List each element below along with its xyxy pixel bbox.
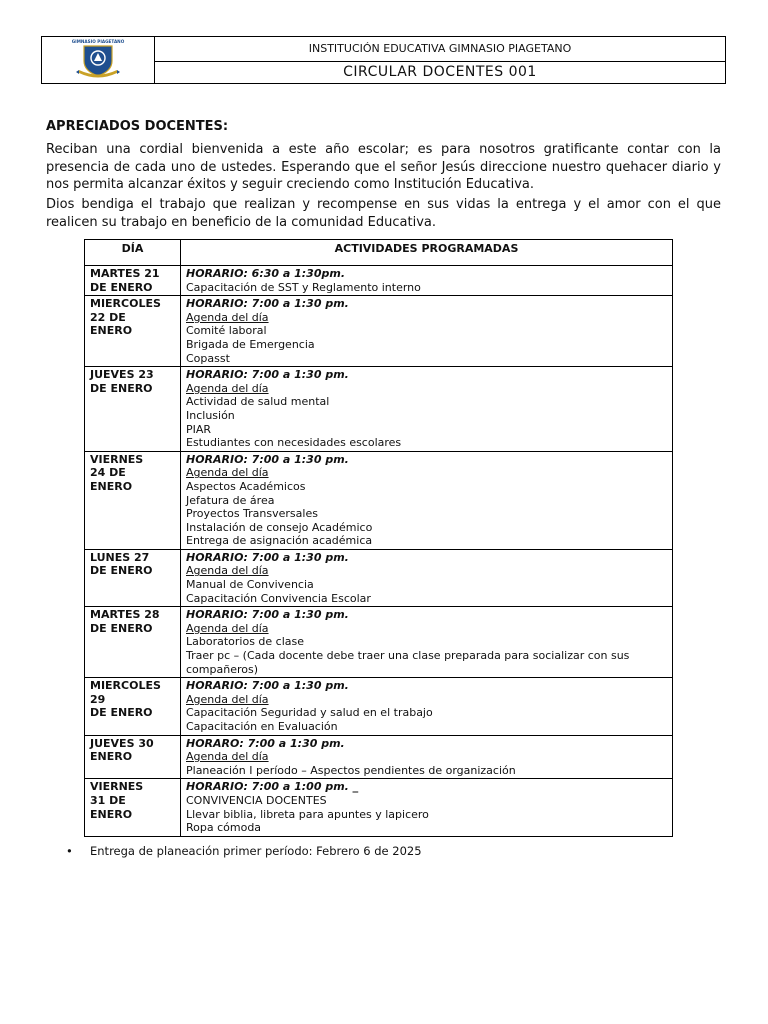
day-label: VIERNES: [90, 452, 144, 466]
agenda-label: Agenda del día: [186, 692, 269, 706]
activity-item: Comité laboral: [186, 324, 267, 338]
table-row: [85, 549, 673, 606]
activity-item: Inclusión: [186, 408, 235, 422]
logo-cell: [42, 37, 155, 84]
footer-bullet: [66, 844, 422, 858]
day-cell: [85, 549, 181, 606]
schedule-time: HORARIO: 7:00 a 1:30 pm.: [186, 368, 349, 382]
table-row: [85, 451, 673, 549]
footer-bullet-text: Entrega de planeación primer período: Febrero 6 de 2025: [90, 844, 422, 858]
activity-item: Entrega de asignación académica: [186, 534, 373, 548]
activities-cell: [181, 678, 673, 735]
day-cell: [85, 607, 181, 678]
agenda-label: Agenda del día: [186, 466, 269, 480]
day-label: MARTES 28: [90, 608, 160, 622]
table-row: [85, 266, 673, 296]
activity-item: Actividad de salud mental: [186, 395, 330, 409]
day-label: ENERO: [90, 807, 133, 821]
column-header-activities: ACTIVIDADES PROGRAMADAS: [181, 240, 673, 266]
day-cell: [85, 367, 181, 452]
activity-item: PIAR: [186, 422, 212, 436]
activity-item: Capacitación de SST y Reglamento interno: [186, 280, 421, 294]
activities-cell: [181, 549, 673, 606]
day-label: ENERO: [90, 479, 133, 493]
schedule-time: HORARIO: 7:00 a 1:30 pm.: [186, 679, 349, 693]
bullet-icon: •: [66, 844, 73, 858]
agenda-label: Agenda del día: [186, 310, 269, 324]
agenda-label: Agenda del día: [186, 564, 269, 578]
day-cell: [85, 296, 181, 367]
activity-item: Aspectos Académicos: [186, 479, 306, 493]
day-label: LUNES 27: [90, 550, 150, 564]
activities-cell: [181, 451, 673, 549]
schedule-table: [84, 239, 673, 837]
agenda-label: Agenda del día: [186, 381, 269, 395]
day-label: 22 DE: [90, 310, 126, 324]
activity-item: Capacitación Seguridad y salud en el trabajo: [186, 706, 433, 720]
table-row: [85, 779, 673, 836]
activities-cell: [181, 607, 673, 678]
day-label: MIERCOLES: [90, 679, 161, 693]
schedule-time: HORARIO: 6:30 a 1:30pm.: [186, 267, 346, 280]
activity-item: CONVIVENCIA DOCENTES: [186, 793, 327, 807]
day-cell: [85, 779, 181, 836]
activity-item: Instalación de consejo Académico: [186, 520, 373, 534]
day-label: 31 DE: [90, 793, 126, 807]
schedule-time: HORARIO: 7:00 a 1:00 pm. _: [186, 780, 359, 794]
activity-item: Copasst: [186, 351, 230, 365]
day-label: DE ENERO: [90, 706, 153, 720]
blessing-paragraph: Dios bendiga el trabajo que realizan y recompense en sus vidas la entrega y el amor con el que realicen su trabajo en beneficio de la comunidad Educativa.: [46, 197, 721, 230]
school-crest-icon: [71, 37, 125, 79]
salutation: APRECIADOS DOCENTES:: [46, 119, 229, 134]
activities-cell: [181, 735, 673, 779]
activity-item: Capacitación en Evaluación: [186, 720, 338, 733]
activity-item: Brigada de Emergencia: [186, 337, 315, 351]
activities-cell: [181, 266, 673, 296]
logo-text: GIMNASIO PIAGETANO: [71, 39, 125, 44]
day-cell: [85, 266, 181, 296]
day-label: DE ENERO: [90, 564, 153, 578]
table-row: [85, 367, 673, 452]
activity-item: Ropa cómoda: [186, 821, 262, 835]
agenda-label: Agenda del día: [186, 621, 269, 635]
activities-cell: [181, 779, 673, 836]
activity-item: Estudiantes con necesidades escolares: [186, 436, 402, 450]
table-row: [85, 607, 673, 678]
schedule-time: HORARIO: 7:00 a 1:30 pm.: [186, 550, 349, 564]
header-table: [41, 36, 726, 84]
table-row: [85, 678, 673, 735]
day-label: JUEVES 23: [90, 368, 154, 382]
day-cell: [85, 451, 181, 549]
day-label: 24 DE: [90, 466, 126, 480]
schedule-header-row: [85, 240, 673, 266]
table-row: [85, 735, 673, 779]
schedule-time: HORARIO: 7:00 a 1:30 pm.: [186, 452, 349, 466]
day-label: 29: [90, 692, 106, 706]
activity-item: Planeación I período – Aspectos pendientes de organización: [186, 763, 516, 777]
institution-name: INSTITUCIÓN EDUCATIVA GIMNASIO PIAGETANO: [155, 37, 726, 62]
day-label: JUEVES 30: [90, 736, 154, 750]
day-label: DE ENERO: [90, 381, 153, 395]
day-label: DE ENERO: [90, 621, 153, 635]
welcome-paragraph: Reciban una cordial bienvenida a este año escolar; es para nosotros gratificante contar con la presencia de cada uno de ustedes. Esperando que el señor Jesús direccione nuestro quehacer diario y nos permita alcanzar éxitos y seguir creciendo como Institución Educativa.: [46, 142, 721, 192]
column-header-day: DÍA: [85, 240, 181, 266]
activity-item: Jefatura de área: [186, 493, 275, 507]
schedule-time: HORARIO: 7:00 a 1:30 pm.: [186, 297, 349, 311]
activity-item: Llevar biblia, libreta para apuntes y lapicero: [186, 807, 429, 821]
activity-item: Traer pc – (Cada docente debe traer una clase preparada para socializar con sus compañeros): [186, 649, 630, 676]
activity-item: Manual de Convivencia: [186, 578, 314, 592]
circular-title: CIRCULAR DOCENTES 001: [155, 61, 726, 83]
schedule-time: HORARO: 7:00 a 1:30 pm.: [186, 736, 345, 750]
day-label: MIERCOLES: [90, 297, 161, 311]
day-label: MARTES 21: [90, 267, 160, 280]
activities-cell: [181, 367, 673, 452]
activity-item: Laboratorios de clase: [186, 635, 305, 649]
day-cell: [85, 678, 181, 735]
day-label: DE ENERO: [90, 280, 153, 294]
agenda-label: Agenda del día: [186, 750, 269, 764]
day-label: VIERNES: [90, 780, 144, 794]
activities-cell: [181, 296, 673, 367]
schedule-body: [85, 266, 673, 837]
day-cell: [85, 735, 181, 779]
activity-item: Capacitación Convivencia Escolar: [186, 591, 371, 605]
table-row: [85, 296, 673, 367]
day-label: ENERO: [90, 324, 133, 338]
activity-item: Proyectos Transversales: [186, 507, 318, 521]
schedule-time: HORARIO: 7:00 a 1:30 pm.: [186, 608, 349, 622]
day-label: ENERO: [90, 750, 133, 764]
